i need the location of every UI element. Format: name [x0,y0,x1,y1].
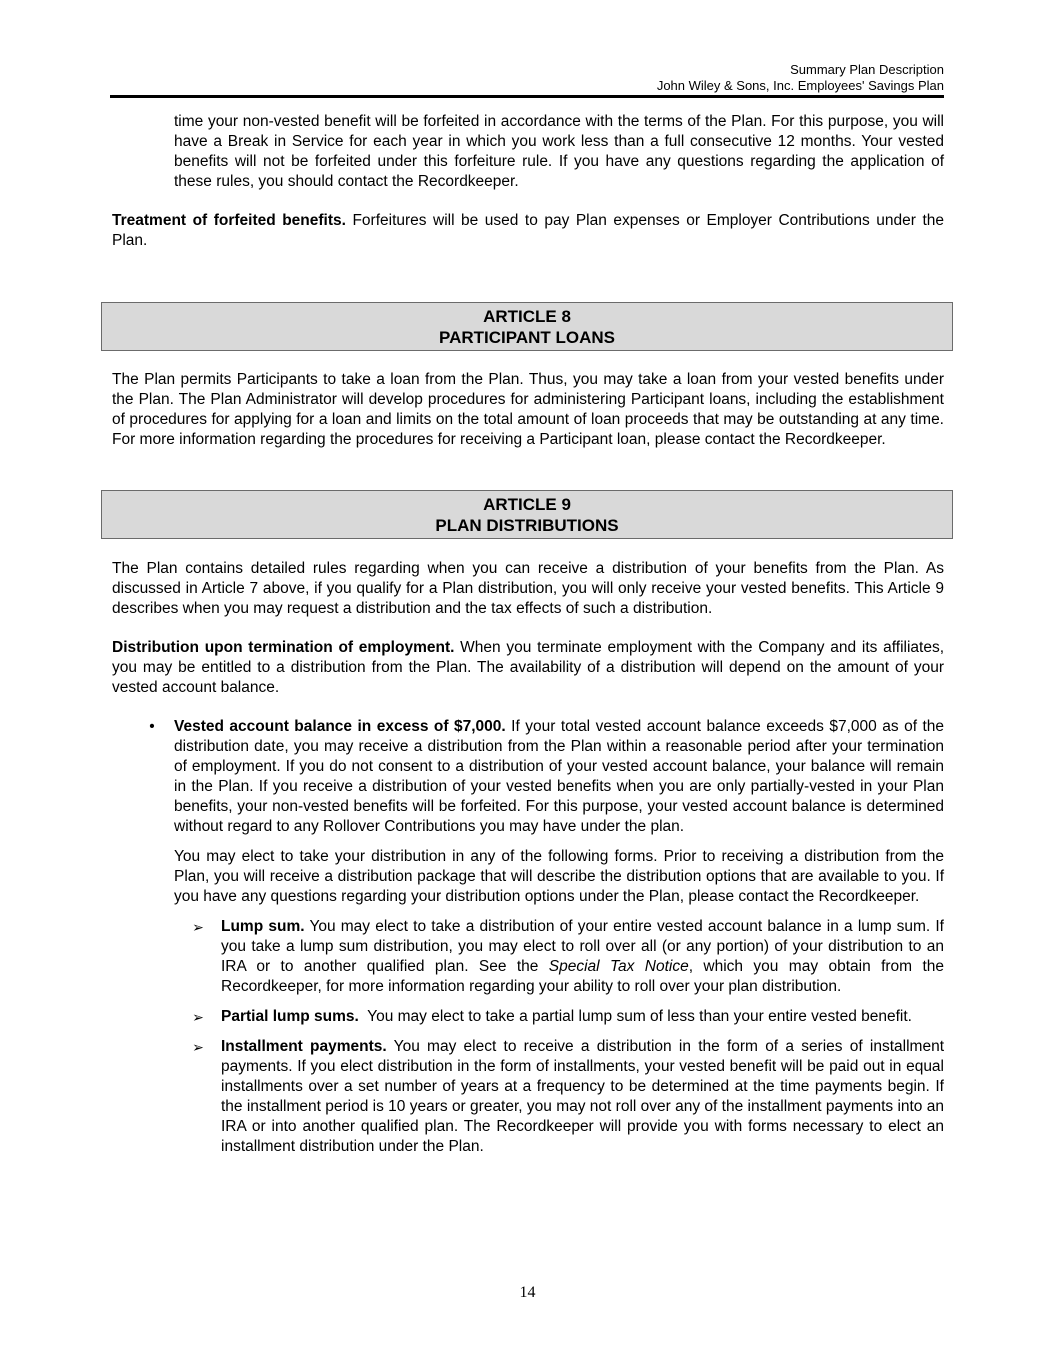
arrow-bullet-icon: ➢ [192,1039,204,1055]
vested-balance-heading: Vested account balance in excess of $7,000. [174,718,506,735]
lump-sum-text-a: You may elect to take a distribution of your entire vested account balance in a lump sum. If you take a lump sum distribution, you may elect to roll over all (or any portion) of your distribution to an IRA or to another qualified plan. See the [221,918,944,975]
lump-sum-text-b: , which you may obtain from the Recordkeeper, for more information regarding your ability to roll over your plan distribution. [221,958,944,995]
article-9-title: PLAN DISTRIBUTIONS [435,516,619,535]
forfeited-benefits-text: Forfeitures will be used to pay Plan expenses or Employer Contributions under the Plan. [112,212,944,249]
installment-payments-item [192,1037,945,1157]
vested-balance-bullet [149,717,944,907]
partial-lump-sum-paragraph [221,1007,944,1027]
header-rule [110,95,944,98]
termination-text: When you terminate employment with the Company and its affiliates, you may be entitled to a distribution from the Plan. The availability of a distribution will depend on the amount of your vested account balance. [112,639,945,696]
partial-lump-sum-item [192,1007,944,1027]
article-9-body: The Plan contains detailed rules regarding when you can receive a distribution of your benefits from the Plan. As discussed in Article 7 above, if you qualify for a Plan distribution, you will only receive your vested benefits. This Article 9 describes when you may request a distribution and the tax effects of such a distribution. [112,560,944,617]
lump-sum-paragraph [221,917,944,997]
forfeited-benefits-paragraph [112,211,944,251]
bullet-icon: • [149,718,155,735]
termination-paragraph [112,638,944,698]
article-8-body: The Plan permits Participants to take a loan from the Plan. Thus, you may take a loan from your vested benefits under the Plan. The Plan Administrator will develop procedures for administering Participant loans, including the establishment of procedures for applying for a loan and limits on the total amount of loan proceeds that may be outstanding at any time. For more information regarding the procedures for receiving a Participant loan, please contact the Recordkeeper. [112,371,944,448]
special-tax-notice-title: Special Tax Notice [548,958,689,975]
partial-lump-sum-heading: Partial lump sums. [221,1008,359,1025]
installment-payments-paragraph [221,1037,944,1157]
page-number: 14 [519,1284,536,1301]
article-8-number: ARTICLE 8 [483,307,571,326]
forfeited-benefits-heading: Treatment of forfeited benefits. [112,212,346,229]
partial-lump-sum-text: You may elect to take a partial lump sum of less than your entire vested benefit. [358,1008,912,1025]
lump-sum-item [192,917,944,997]
lump-sum-heading: Lump sum. [221,918,305,935]
arrow-bullet-icon: ➢ [192,1009,204,1025]
termination-heading: Distribution upon termination of employment. [112,639,455,656]
page-body [112,112,944,1157]
article-8-title: PARTICIPANT LOANS [439,328,615,347]
installment-payments-heading: Installment payments. [221,1038,387,1055]
page-header [110,62,944,94]
vested-balance-paragraph [174,717,944,837]
continued-paragraph: time your non-vested benefit will be forfeited in accordance with the terms of the Plan. For this purpose, you will have a Break in Service for each year in which you work less than a full consecutive 12 months. Your vested benefits will not be forfeited under this forfeiture rule. If you have any questions regarding the application of these rules, you should contact the Recordkeeper. [174,113,944,190]
installment-payments-text: You may elect to receive a distribution in the form of a series of installment payments. If you elect distribution in the form of installments, your vested benefit will be paid out in equal installments over a set number of years at a frequency to be determined at the time payments begin. If the installment period is 10 years or greater, you may not roll over any of the installment payments into an IRA or into another qualified plan. The Recordkeeper will provide you with forms necessary to elect an installment distribution under the Plan. [221,1038,945,1155]
distribution-forms-paragraph: You may elect to take your distribution in any of the following forms. Prior to receiving a distribution from the Plan, you will receive a distribution package that will describe the distribution options that are available to you. If you have any questions regarding your distribution options under the Plan, please contact the Recordkeeper. [174,848,944,905]
header-document-title: Summary Plan Description [790,62,944,77]
vested-balance-text: If your total vested account balance exceeds $7,000 as of the distribution date, you may receive a distribution from the Plan within a reasonable period after your termination of employment. If you do not consent to a distribution of your vested account balance, your balance will remain in the Plan. If you receive a distribution of your vested benefits when you are only partially-vested in your Plan benefits, your non-vested benefits will be forfeited. For this purpose, your vested account balance is determined without regard to any Rollover Contributions you may have under the plan. [174,718,944,835]
header-plan-name: John Wiley & Sons, Inc. Employees' Savings Plan [656,78,944,93]
article-9-heading-box [101,490,953,539]
arrow-bullet-icon: ➢ [192,919,204,935]
article-9-number: ARTICLE 9 [483,495,571,514]
article-8-heading-box [101,302,953,351]
